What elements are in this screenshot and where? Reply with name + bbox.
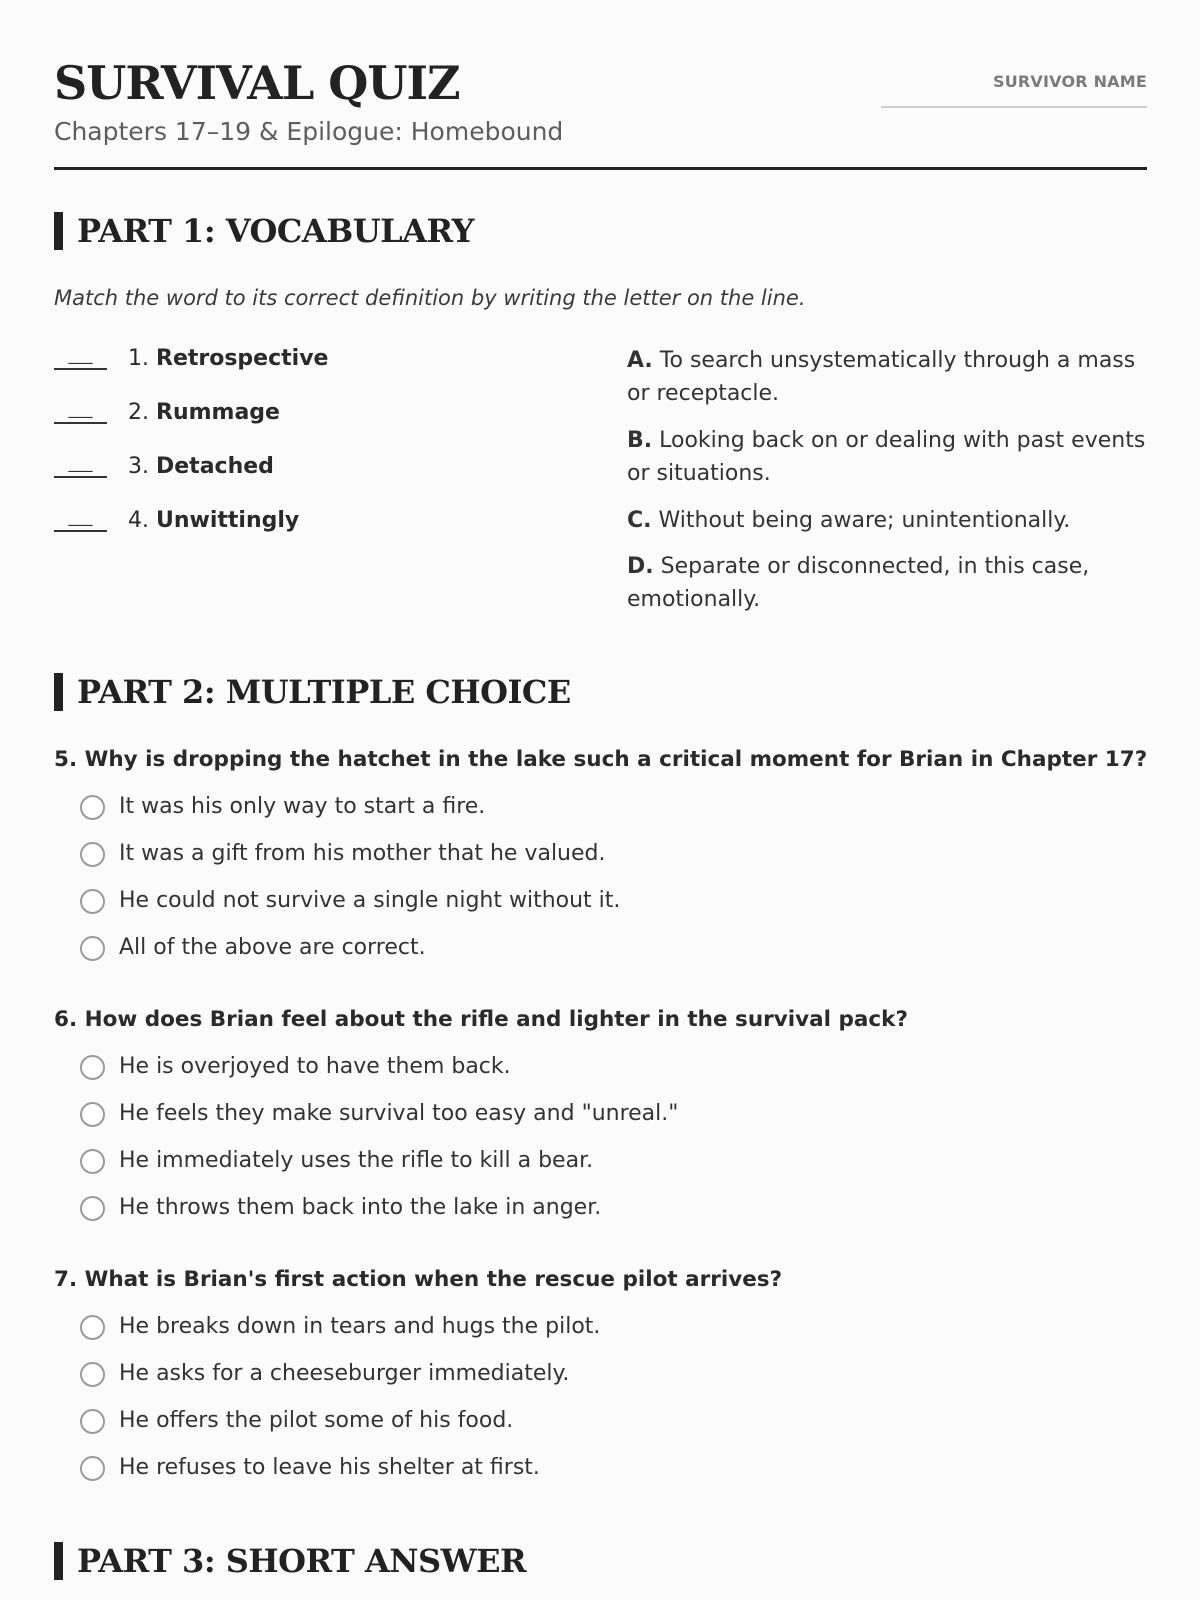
vocab-number: 3. [128, 454, 149, 479]
vocab-word: Rummage [156, 400, 280, 425]
page-subtitle: Chapters 17–19 & Epilogue: Homebound [54, 117, 564, 146]
radio-button[interactable] [80, 889, 105, 914]
option-text: He offers the pilot some of his food. [119, 1408, 514, 1433]
option-text: He breaks down in tears and hugs the pilot. [119, 1314, 601, 1339]
option-text: It was his only way to start a fire. [119, 794, 486, 819]
radio-button[interactable] [80, 936, 105, 961]
survivor-name-label: SURVIVOR NAME [993, 72, 1147, 91]
radio-button[interactable] [80, 842, 105, 867]
quiz-page [54, 0, 1147, 1600]
header-divider [54, 167, 1147, 170]
definition-text: To search unsystematically through a mass or receptacle. [627, 348, 1136, 406]
radio-button[interactable] [80, 1456, 105, 1481]
question-5: 5. Why is dropping the hatchet in the lake such a critical moment for Brian in Chapter 17? [54, 747, 1148, 772]
option-text: He feels they make survival too easy and "unreal." [119, 1101, 679, 1126]
definition-text: Without being aware; unintentionally. [658, 508, 1071, 533]
radio-button[interactable] [80, 1196, 105, 1221]
radio-button[interactable] [80, 1315, 105, 1340]
definition-b [627, 424, 1147, 490]
question-7: 7. What is Brian's first action when the rescue pilot arrives? [54, 1267, 783, 1292]
vocab-number: 2. [128, 400, 149, 425]
part1-instructions: Match the word to its correct definition by writing the letter on the line. [54, 286, 806, 310]
answer-blank-2[interactable]: ___ [54, 400, 107, 424]
radio-button[interactable] [80, 795, 105, 820]
answer-blank-4[interactable]: ___ [54, 508, 107, 532]
option-text: He refuses to leave his shelter at first. [119, 1455, 540, 1480]
answer-blank-1[interactable]: ___ [54, 346, 107, 370]
option-text: He immediately uses the rifle to kill a bear. [119, 1148, 594, 1173]
option-text: It was a gift from his mother that he valued. [119, 841, 606, 866]
option-text: He could not survive a single night without it. [119, 888, 621, 913]
question-6: 6. How does Brian feel about the rifle and lighter in the survival pack? [54, 1007, 908, 1032]
definition-text: Separate or disconnected, in this case, emotionally. [627, 554, 1090, 612]
option-text: He throws them back into the lake in anger. [119, 1195, 602, 1220]
definition-letter: D. [627, 554, 654, 579]
survivor-name-field[interactable] [881, 72, 1147, 108]
option-text: He asks for a cheeseburger immediately. [119, 1361, 570, 1386]
radio-button[interactable] [80, 1055, 105, 1080]
option-text: All of the above are correct. [119, 935, 426, 960]
vocab-number: 4. [128, 508, 149, 533]
definition-letter: A. [627, 348, 653, 373]
option-text: He is overjoyed to have them back. [119, 1054, 511, 1079]
radio-button[interactable] [80, 1409, 105, 1434]
answer-blank-3[interactable]: ___ [54, 454, 107, 478]
definition-d [627, 550, 1147, 616]
radio-button[interactable] [80, 1362, 105, 1387]
definition-a [627, 344, 1147, 410]
definition-letter: C. [627, 508, 652, 533]
part1-heading: PART 1: VOCABULARY [54, 212, 474, 250]
vocab-word: Detached [156, 454, 274, 479]
page-title: SURVIVAL QUIZ [54, 56, 460, 110]
part2-heading: PART 2: MULTIPLE CHOICE [54, 673, 571, 711]
radio-button[interactable] [80, 1149, 105, 1174]
definition-letter: B. [627, 428, 653, 453]
definition-c [627, 504, 1147, 537]
vocab-word: Unwittingly [156, 508, 300, 533]
part3-heading: PART 3: SHORT ANSWER [54, 1542, 526, 1580]
radio-button[interactable] [80, 1102, 105, 1127]
definition-text: Looking back on or dealing with past events or situations. [627, 428, 1146, 486]
vocab-word: Retrospective [156, 346, 329, 371]
vocab-number: 1. [128, 346, 149, 371]
